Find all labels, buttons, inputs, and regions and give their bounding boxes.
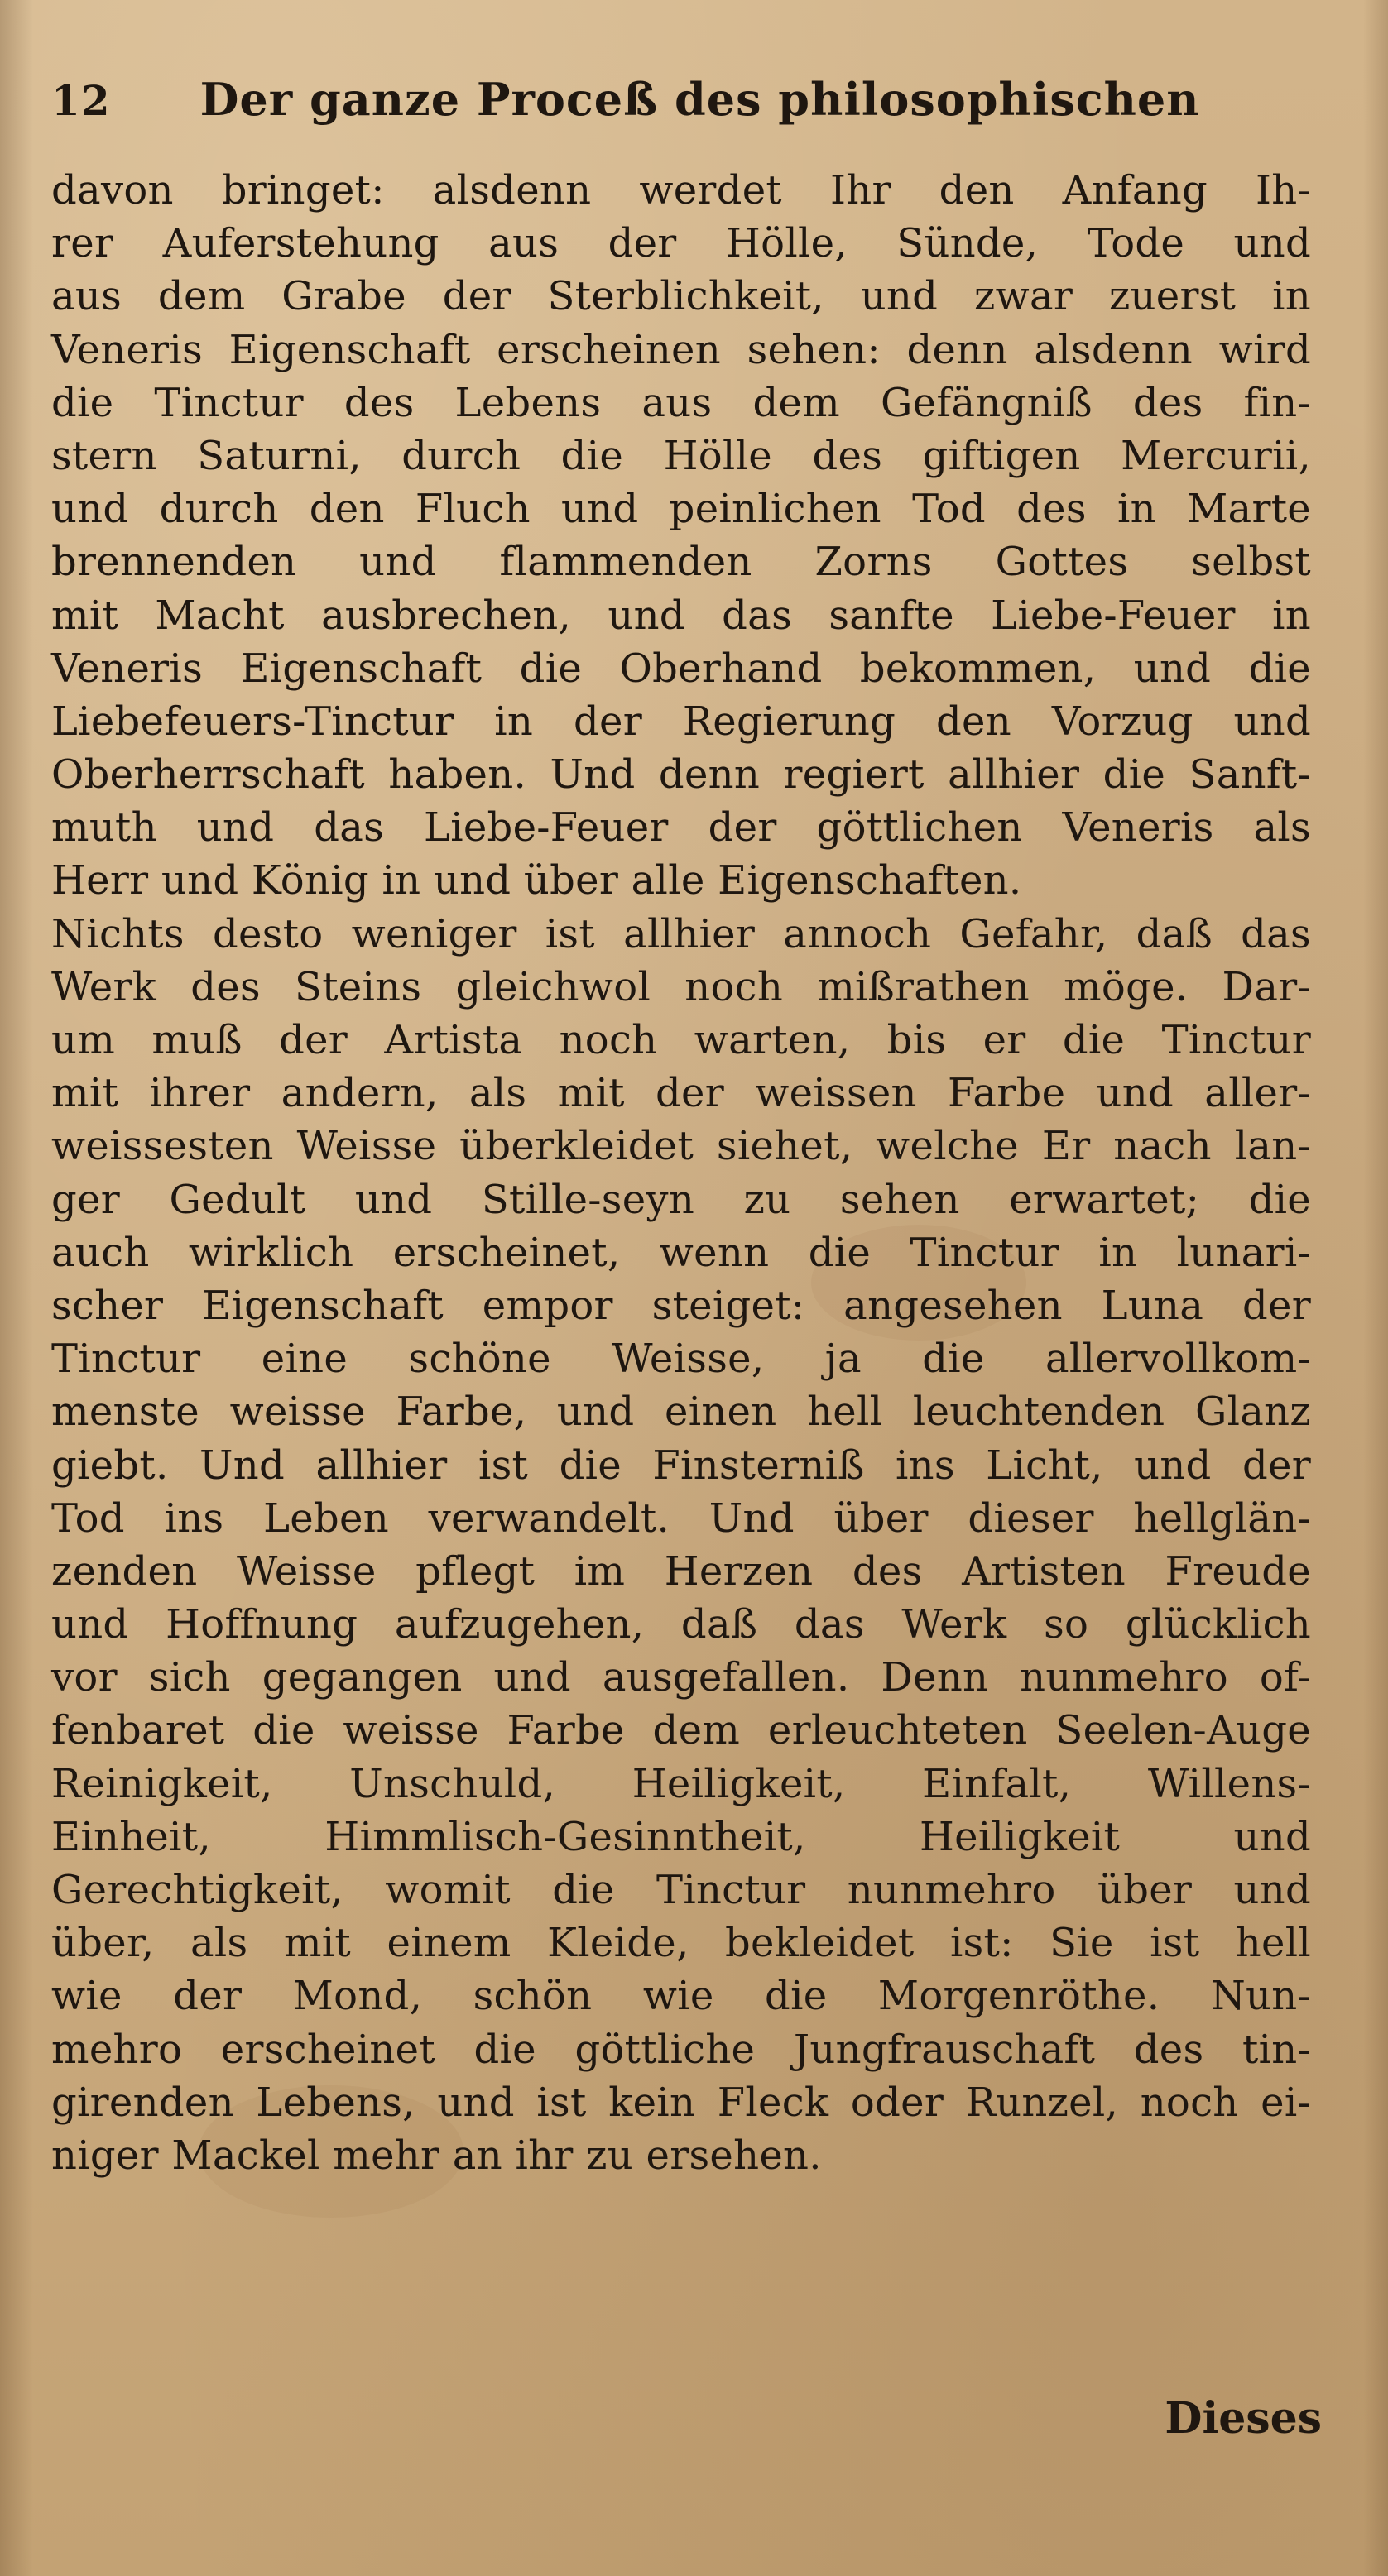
text-line: Veneris Eigenschaft die Oberhand bekommen, und die bbox=[51, 645, 1311, 692]
text-line: Einheit, Himmlisch-Gesinntheit, Heiligkeit und bbox=[51, 1813, 1311, 1860]
text-line: niger Mackel mehr an ihr zu ersehen. bbox=[51, 2132, 822, 2179]
text-line: rer Auferstehung aus der Hölle, Sünde, Tode und bbox=[51, 220, 1311, 267]
text-line: scher Eigenschaft empor steiget: angesehen Luna der bbox=[51, 1282, 1311, 1329]
text-line: weissesten Weisse überkleidet siehet, welche Er nach lan- bbox=[51, 1123, 1311, 1170]
text-line: Nichts desto weniger ist allhier annoch Gefahr, daß das bbox=[51, 910, 1311, 957]
text-line: Tod ins Leben verwandelt. Und über dieser hellglän- bbox=[51, 1494, 1311, 1542]
text-line: mit ihrer andern, als mit der weissen Farbe und aller- bbox=[51, 1070, 1311, 1117]
text-line: und durch den Fluch und peinlichen Tod des in Marte bbox=[51, 486, 1311, 533]
page-number: 12 bbox=[51, 76, 111, 125]
text-line: menste weisse Farbe, und einen hell leuchtenden Glanz bbox=[51, 1389, 1311, 1436]
text-line: Liebefeuers-Tinctur in der Regierung den Vorzug und bbox=[51, 698, 1311, 745]
text-line: und Hoffnung aufzugehen, daß das Werk so glücklich bbox=[51, 1601, 1311, 1648]
text-line: fenbaret die weisse Farbe dem erleuchteten Seelen-Auge bbox=[51, 1707, 1311, 1754]
text-line: Werk des Steins gleichwol noch mißrathen möge. Dar- bbox=[51, 963, 1311, 1010]
text-line: muth und das Liebe-Feuer der göttlichen Veneris als bbox=[51, 804, 1311, 851]
text-line: Oberherrschaft haben. Und denn regiert allhier die Sanft- bbox=[51, 751, 1311, 799]
text-line: Veneris Eigenschaft erscheinen sehen: denn alsdenn wird bbox=[51, 326, 1311, 373]
body-text bbox=[51, 164, 1311, 2182]
text-line: um muß der Artista noch warten, bis er die Tinctur bbox=[51, 1017, 1311, 1063]
text-line: Herr und König in und über alle Eigenschaften. bbox=[51, 857, 1022, 904]
text-line: über, als mit einem Kleide, bekleidet ist: Sie ist hell bbox=[51, 1920, 1311, 1967]
text-line: girenden Lebens, und ist kein Fleck oder Runzel, noch ei- bbox=[51, 2079, 1311, 2126]
text-line: brennenden und flammenden Zorns Gottes selbst bbox=[51, 539, 1311, 586]
text-line: aus dem Grabe der Sterblichkeit, und zwar zuerst in bbox=[51, 273, 1311, 320]
text-line: Reinigkeit, Unschuld, Heiligkeit, Einfalt, Willens- bbox=[51, 1760, 1311, 1807]
text-line: mit Macht ausbrechen, und das sanfte Liebe-Feuer in bbox=[51, 592, 1311, 639]
text-line: Tinctur eine schöne Weisse, ja die allervollkom- bbox=[51, 1336, 1311, 1383]
text-line: wie der Mond, schön wie die Morgenröthe. Nun- bbox=[51, 1973, 1311, 2020]
catchword: Dieses bbox=[1165, 2393, 1322, 2444]
text-line: giebt. Und allhier ist die Finsterniß ins Licht, und der bbox=[51, 1442, 1311, 1489]
running-title: Der ganze Proceß des philosophischen bbox=[199, 73, 1200, 126]
text-line: zenden Weisse pflegt im Herzen des Artisten Freude bbox=[51, 1547, 1311, 1595]
text-line: die Tinctur des Lebens aus dem Gefängniß des fin- bbox=[51, 379, 1311, 426]
text-line: vor sich gegangen und ausgefallen. Denn nunmehro of- bbox=[51, 1654, 1311, 1701]
text-line: davon bringet: alsdenn werdet Ihr den Anfang Ih- bbox=[51, 167, 1311, 213]
page-header bbox=[51, 73, 1200, 139]
text-line: auch wirklich erscheinet, wenn die Tinctur in lunari- bbox=[51, 1229, 1311, 1276]
text-line: stern Saturni, durch die Hölle des giftigen Mercurii, bbox=[51, 432, 1311, 479]
text-line: mehro erscheinet die göttliche Jungfrauschaft des tin- bbox=[51, 2026, 1311, 2073]
text-line: ger Gedult und Stille-seyn zu sehen erwartet; die bbox=[51, 1176, 1311, 1223]
text-line: Gerechtigkeit, womit die Tinctur nunmehro über und bbox=[51, 1867, 1311, 1913]
